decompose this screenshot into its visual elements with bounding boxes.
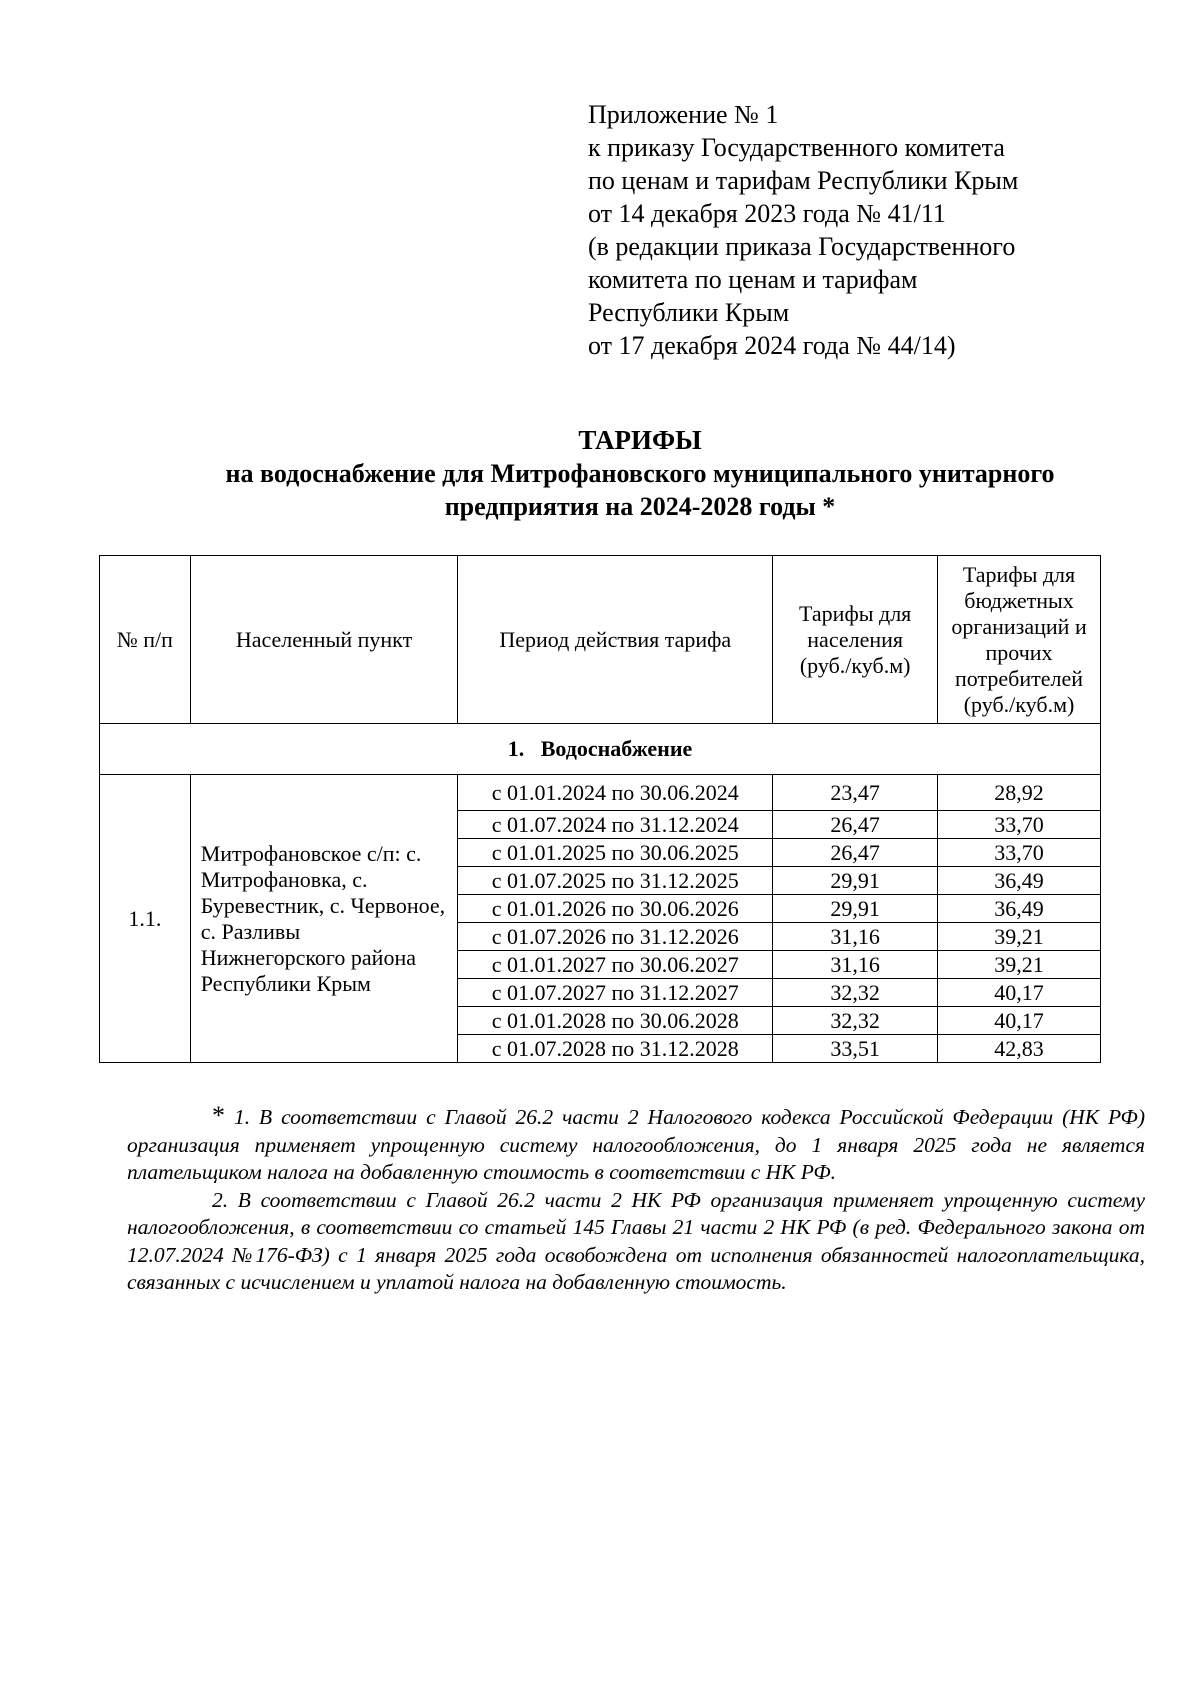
period-cell: с 01.07.2026 по 31.12.2026 <box>458 923 773 951</box>
header-place: Населенный пункт <box>190 556 458 724</box>
table-row <box>100 775 1101 811</box>
appendix-line: комитета по ценам и тарифам <box>588 265 918 294</box>
header-population: Тарифы для населения (руб./куб.м) <box>773 556 938 724</box>
title-line: предприятия на 2024-2028 годы * <box>444 492 836 521</box>
appendix-line: Приложение № 1 <box>588 100 779 129</box>
budget-tariff: 42,83 <box>938 1035 1101 1063</box>
population-tariff: 31,16 <box>773 951 938 979</box>
tariff-table <box>99 555 1101 1063</box>
population-tariff: 32,32 <box>773 979 938 1007</box>
period-cell: с 01.07.2025 по 31.12.2025 <box>458 867 773 895</box>
section-title: 1. Водоснабжение <box>100 724 1101 775</box>
header-period: Период действия тарифа <box>458 556 773 724</box>
appendix-line: Республики Крым <box>588 298 790 327</box>
appendix-line: к приказу Государственного комитета <box>588 133 1005 162</box>
period-cell: с 01.01.2027 по 30.06.2027 <box>458 951 773 979</box>
population-tariff: 32,32 <box>773 1007 938 1035</box>
population-tariff: 33,51 <box>773 1035 938 1063</box>
population-tariff: 31,16 <box>773 923 938 951</box>
appendix-line: по ценам и тарифам Республики Крым <box>588 166 1019 195</box>
appendix-line: от 17 декабря 2024 года № 44/14) <box>588 331 956 360</box>
population-tariff: 26,47 <box>773 811 938 839</box>
budget-tariff: 39,21 <box>938 951 1101 979</box>
budget-tariff: 39,21 <box>938 923 1101 951</box>
header-num: № п/п <box>100 556 191 724</box>
budget-tariff: 33,70 <box>938 811 1101 839</box>
header-budget: Тарифы для бюджетных организаций и прочих потребителей (руб./куб.м) <box>938 556 1101 724</box>
section-row <box>100 724 1101 775</box>
population-tariff: 29,91 <box>773 895 938 923</box>
footnote-star: * <box>212 1101 225 1130</box>
period-cell: с 01.01.2026 по 30.06.2026 <box>458 895 773 923</box>
budget-tariff: 33,70 <box>938 839 1101 867</box>
appendix-line: (в редакции приказа Государственного <box>588 232 1016 261</box>
footnote-text-1: 1. В соответствии с Главой 26.2 части 2 Налогового кодекса Российской Федерации (НК РФ) организация применяет упрощенную систему налогообложения, до 1 января 2025 года не является плательщиком налога на добавленную стоимость в соответствии с НК РФ. <box>127 1105 1146 1184</box>
budget-tariff: 28,92 <box>938 775 1101 811</box>
title-line: на водоснабжение для Митрофановского муниципального унитарного <box>225 459 1055 488</box>
period-cell: с 01.07.2024 по 31.12.2024 <box>458 811 773 839</box>
footnote-paragraph-2: 2. В соответствии с Главой 26.2 части 2 НК РФ организация применяет упрощенную систему налогообложения, в соответствии со статьей 145 Главы 21 части 2 НК РФ (в ред. Федерального закона от 12.07.2024 №176-ФЗ) с 1 января 2025 года освобождена от исполнения обязанностей налогоплательщика, связанных с исчислением и уплатой налога на добавленную стоимость. <box>127 1187 1145 1294</box>
title-main: ТАРИФЫ <box>578 425 702 455</box>
settlement-cell: Митрофановское с/п: с. Митрофановка, с. Буревестник, с. Червоное, с. Разливы Нижнегорского района Республики Крым <box>190 775 458 1063</box>
budget-tariff: 36,49 <box>938 867 1101 895</box>
footnote-paragraph-1 <box>127 1102 1145 1187</box>
budget-tariff: 40,17 <box>938 979 1101 1007</box>
appendix-line: от 14 декабря 2023 года № 41/11 <box>588 199 946 228</box>
period-cell: с 01.01.2025 по 30.06.2025 <box>458 839 773 867</box>
footnote-block <box>127 1102 1145 1297</box>
population-tariff: 23,47 <box>773 775 938 811</box>
row-number: 1.1. <box>100 775 191 1063</box>
appendix-block <box>588 98 1108 362</box>
population-tariff: 29,91 <box>773 867 938 895</box>
population-tariff: 26,47 <box>773 839 938 867</box>
document-title <box>100 424 1180 523</box>
table-header-row <box>100 556 1101 724</box>
period-cell: с 01.07.2027 по 31.12.2027 <box>458 979 773 1007</box>
period-cell: с 01.07.2028 по 31.12.2028 <box>458 1035 773 1063</box>
period-cell: с 01.01.2024 по 30.06.2024 <box>458 775 773 811</box>
period-cell: с 01.01.2028 по 30.06.2028 <box>458 1007 773 1035</box>
budget-tariff: 40,17 <box>938 1007 1101 1035</box>
budget-tariff: 36,49 <box>938 895 1101 923</box>
